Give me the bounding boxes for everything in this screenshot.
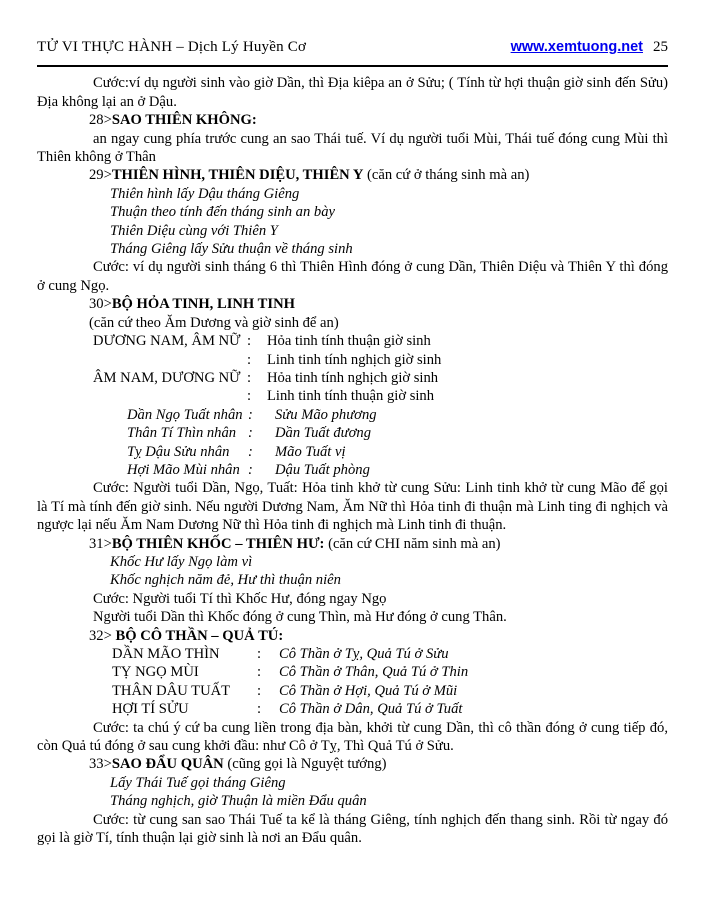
section-31-cuoc: Cước: Người tuổi Tí thì Khốc Hư, đóng ngay Ngọ: [93, 590, 387, 607]
table-row: [37, 645, 668, 663]
row-label: Hợi Mão Mùi nhân: [127, 461, 240, 478]
section-30-note: (căn cứ theo Ăm Dương và giờ sinh để an): [89, 314, 339, 331]
section-number: 32>: [89, 627, 116, 644]
row-colon: :: [248, 406, 253, 423]
verse-line: Thuận theo tính đến tháng sinh an bày: [110, 204, 335, 221]
row-label: DẦN MÃO THÌN: [112, 646, 220, 662]
row-value: Sửu Mão phương: [275, 406, 377, 423]
row-colon: :: [247, 369, 252, 386]
row-value: Dần Tuất đương: [275, 425, 372, 442]
row-label: [93, 351, 247, 369]
section-heading-29: [37, 166, 668, 184]
verse-line: Thiên Diệu cùng với Thiên Y: [110, 222, 278, 239]
table-row: [37, 406, 668, 424]
section-title: THIÊN HÌNH, THIÊN DIỆU, THIÊN Y: [111, 167, 364, 184]
section-title: BỘ CÔ THẦN – QUẢ TÚ:: [115, 627, 284, 644]
page-number: 25: [653, 39, 668, 55]
table-row: [37, 443, 668, 461]
row-value: Dậu Tuất phòng: [275, 461, 370, 478]
row-value: Mão Tuất vị: [275, 443, 346, 460]
verse-line: Khốc Hư lấy Ngọ làm vì: [110, 553, 253, 570]
row-colon: :: [247, 333, 252, 350]
co-than-qua-tu-table: [37, 645, 668, 719]
intro-paragraph: Cước:ví dụ người sinh vào giờ Dần, thì Địa kiêpa an ở Sửu; ( Tính từ hợi thuận giờ sinh đến Sửu) Địa không lại an ở Dậu.: [37, 75, 668, 110]
row-colon: :: [257, 664, 262, 681]
section-number: 30>: [89, 296, 112, 313]
table-row: [37, 387, 668, 405]
section-note: (cũng gọi là Nguyệt tướng): [227, 756, 387, 773]
table-row: [37, 663, 668, 681]
section-note: (căn cứ CHI năm sinh mà an): [328, 535, 501, 552]
header-right: [511, 38, 668, 56]
row-label: HỢI TÍ SỬU: [112, 701, 189, 718]
section-title: BỘ THIÊN KHỐC – THIÊN HƯ:: [111, 535, 325, 552]
row-label: Tỵ Dậu Sửu nhân: [127, 443, 230, 460]
section-31-cuoc2: Người tuổi Dần thì Khốc đóng ở cung Thìn, mà Hư đóng ở cung Thân.: [93, 609, 507, 626]
section-title: SAO THIÊN KHÔNG:: [111, 112, 257, 129]
row-label: Thân Tí Thìn nhân: [127, 425, 237, 442]
page-header: [37, 38, 668, 67]
verse-line: Tháng Giêng lấy Sửu thuận về tháng sinh: [110, 241, 353, 258]
hoa-linh-pairs-table: [37, 406, 668, 480]
row-label: ÂM NAM, DƯƠNG NỮ: [93, 369, 241, 386]
row-value: Linh tinh tính thuận giờ sinh: [267, 388, 435, 405]
section-number: 31>: [89, 535, 112, 552]
section-title: SAO ĐẨU QUÂN: [111, 756, 224, 773]
row-colon: :: [248, 461, 253, 478]
verse-line: Thiên hình lấy Dậu tháng Giêng: [110, 185, 300, 202]
section-33-cuoc: Cước: từ cung san sao Thái Tuế ta kể là tháng Giêng, tính nghịch đến thang sinh. Rồi từ ngay đó gọi là giờ Tí, tính thuận lại giờ sinh là nơi an Đẩu quân.: [37, 811, 668, 847]
section-heading-30: [37, 295, 668, 313]
row-label: [93, 387, 247, 405]
section-heading-31: [37, 535, 668, 553]
table-row: [37, 424, 668, 442]
section-28-body: an ngay cung phía trước cung an sao Thái tuế. Ví dụ người tuổi Mùi, Thái tuế đóng cung Mùi thì Thiên không ở Thân: [37, 130, 668, 166]
section-heading-32: [37, 627, 668, 645]
row-colon: :: [257, 701, 262, 718]
row-value: Hỏa tinh tính nghịch giờ sinh: [267, 369, 439, 386]
row-colon: :: [248, 443, 253, 460]
row-value: Hỏa tinh tính thuận giờ sinh: [267, 333, 431, 350]
row-value: Cô Thần ở Dân, Quả Tú ở Tuất: [279, 701, 463, 718]
verse-line: Khốc nghịch năm đẻ, Hư thì thuận niên: [110, 572, 341, 589]
section-30-cuoc: Cước: Người tuổi Dần, Ngọ, Tuất: Hỏa tinh khở từ cung Sửu: Linh tinh khở từ cung Mão để gọi là Tí mà tính đến giờ sinh. Nếu người Dương Nam, Ăm Nữ thì Hỏa tinh đi thuận mà Linh ting đi nghịch và ngược lại nếu Ăm Nam Dương Nữ thì Hỏa tinh đi nghịch mà Linh tinh đi thuận.: [37, 480, 668, 534]
row-value: Linh tinh tính nghịch giờ sinh: [267, 351, 442, 368]
table-row: [37, 351, 668, 369]
row-label: Dần Ngọ Tuất nhân: [127, 406, 243, 423]
section-heading-28: [37, 111, 668, 129]
section-number: 29>: [89, 167, 112, 184]
row-label: THÂN DÂU TUẤT: [112, 682, 231, 699]
table-row: [37, 461, 668, 479]
doc-title: TỬ VI THỰC HÀNH – Dịch Lý Huyền Cơ: [37, 39, 307, 55]
table-row: [37, 332, 668, 350]
row-label: DƯƠNG NAM, ÂM NỮ: [93, 333, 241, 350]
section-32-cuoc: Cước: ta chú ý cứ ba cung liền trong địa bàn, khởi từ cung Dần, thì cô thần đóng ở cung tiếp đó, còn Quả tú đóng ở sau cung khởi đầu: như Cô ở Tỵ, Thì Quả Tú ở Sửu.: [37, 719, 668, 755]
section-29-cuoc: Cước: ví dụ người sinh tháng 6 thì Thiên Hình đóng ở cung Dần, Thiên Diệu và Thiên Y thì đóng ở cung Ngọ.: [37, 259, 668, 294]
row-value: Cô Thần ở Thân, Quả Tú ở Thin: [279, 664, 469, 681]
section-number: 33>: [89, 756, 112, 773]
verse-line: Tháng nghịch, giờ Thuận là miền Đẩu quân: [110, 793, 367, 810]
row-colon: :: [247, 388, 252, 405]
row-colon: :: [257, 682, 262, 699]
section-number: 28>: [89, 112, 112, 129]
table-row: [37, 369, 668, 387]
site-link[interactable]: www.xemtuong.net: [510, 39, 643, 55]
section-title: BỘ HỎA TINH, LINH TINH: [111, 296, 295, 313]
verse-line: Lấy Thái Tuế gọi tháng Giêng: [110, 774, 286, 791]
table-row: [37, 682, 668, 700]
row-value: Cô Thần ở Tỵ, Quả Tú ở Sửu: [279, 646, 449, 662]
hoa-linh-rules-table: [37, 332, 668, 406]
section-note: (căn cứ ở tháng sinh mà an): [367, 167, 530, 184]
row-colon: :: [257, 646, 262, 662]
row-colon: :: [247, 351, 252, 368]
row-value: Cô Thần ở Hợi, Quả Tú ở Mũi: [279, 682, 458, 699]
section-heading-33: [37, 755, 668, 773]
row-colon: :: [248, 425, 253, 442]
table-row: [37, 700, 668, 718]
row-label: TỴ NGỌ MÙI: [112, 664, 199, 681]
